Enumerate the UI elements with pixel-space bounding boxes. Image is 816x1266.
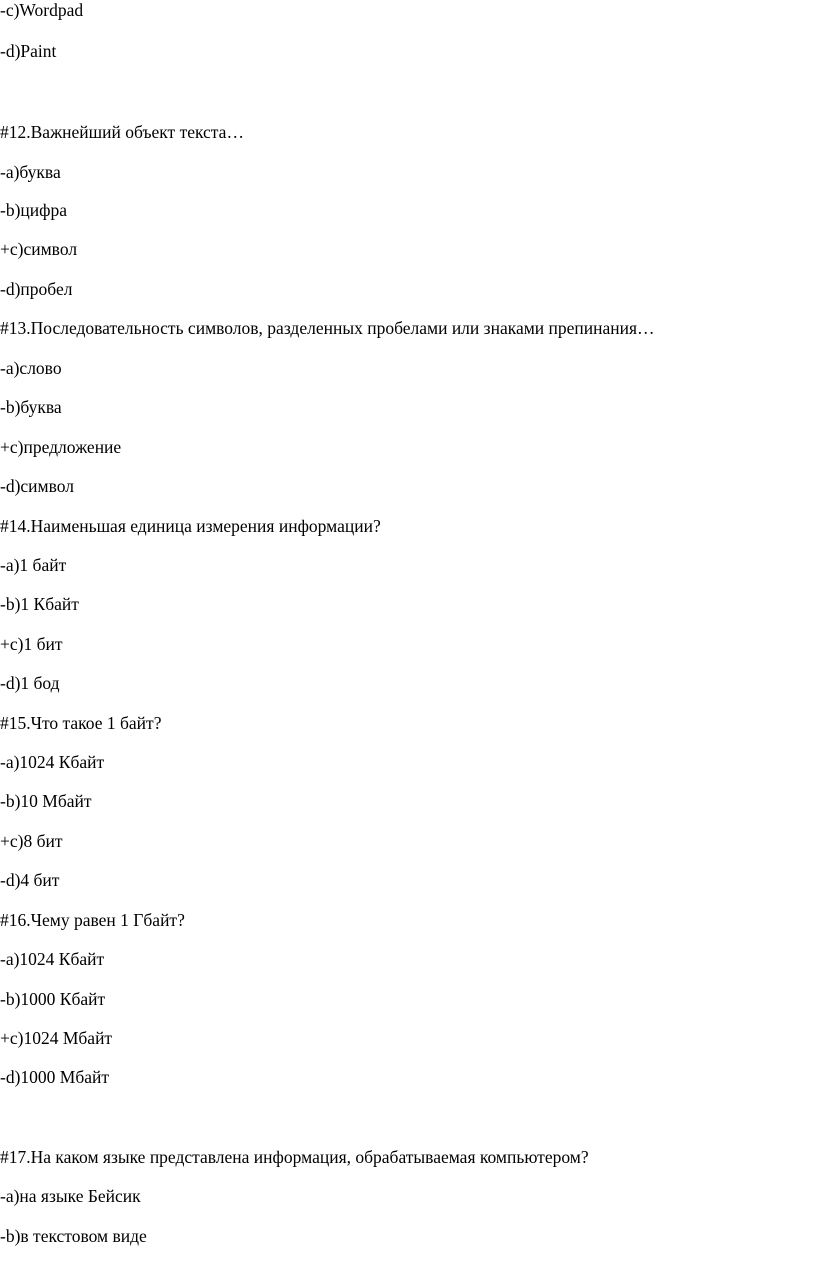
answer-option: -c)Wordpad xyxy=(0,0,84,20)
answer-option: +c)символ xyxy=(0,239,78,259)
question-heading: #17.На каком языке представлена информация, обрабатываемая компьютером? xyxy=(0,1147,589,1167)
answer-option: -b)1 Кбайт xyxy=(0,594,79,614)
answer-option: -b)в текстовом виде xyxy=(0,1226,147,1246)
answer-option: -b)цифра xyxy=(0,200,67,220)
answer-option: +c)8 бит xyxy=(0,831,63,851)
answer-option: -b)10 Мбайт xyxy=(0,791,92,811)
question-heading: #12.Важнейший объект текста… xyxy=(0,122,244,142)
answer-option: -a)на языке Бейсик xyxy=(0,1186,141,1206)
question-heading: #15.Что такое 1 байт? xyxy=(0,713,162,733)
answer-option: -a)слово xyxy=(0,358,62,378)
question-heading: #13.Последовательность символов, разделенных пробелами или знаками препинания… xyxy=(0,318,655,338)
answer-option: -a)буква xyxy=(0,162,61,182)
answer-option: -a)1024 Кбайт xyxy=(0,752,105,772)
answer-option: -d)4 бит xyxy=(0,870,60,890)
answer-option: -d)1 бод xyxy=(0,673,60,693)
answer-option: +c)предложение xyxy=(0,437,122,457)
answer-option: +c)1024 Мбайт xyxy=(0,1028,113,1048)
answer-option: -b)буква xyxy=(0,397,62,417)
answer-option: -a)1024 Кбайт xyxy=(0,949,105,969)
answer-option: -d)Paint xyxy=(0,41,57,61)
answer-option: -d)1000 Мбайт xyxy=(0,1067,110,1087)
answer-option: -d)символ xyxy=(0,476,75,496)
answer-option: +c)1 бит xyxy=(0,634,63,654)
answer-option: -d)пробел xyxy=(0,279,73,299)
question-heading: #16.Чему равен 1 Гбайт? xyxy=(0,910,185,930)
answer-option: -a)1 байт xyxy=(0,555,67,575)
answer-option: -b)1000 Кбайт xyxy=(0,989,106,1009)
question-heading: #14.Наименьшая единица измерения информации? xyxy=(0,516,381,536)
